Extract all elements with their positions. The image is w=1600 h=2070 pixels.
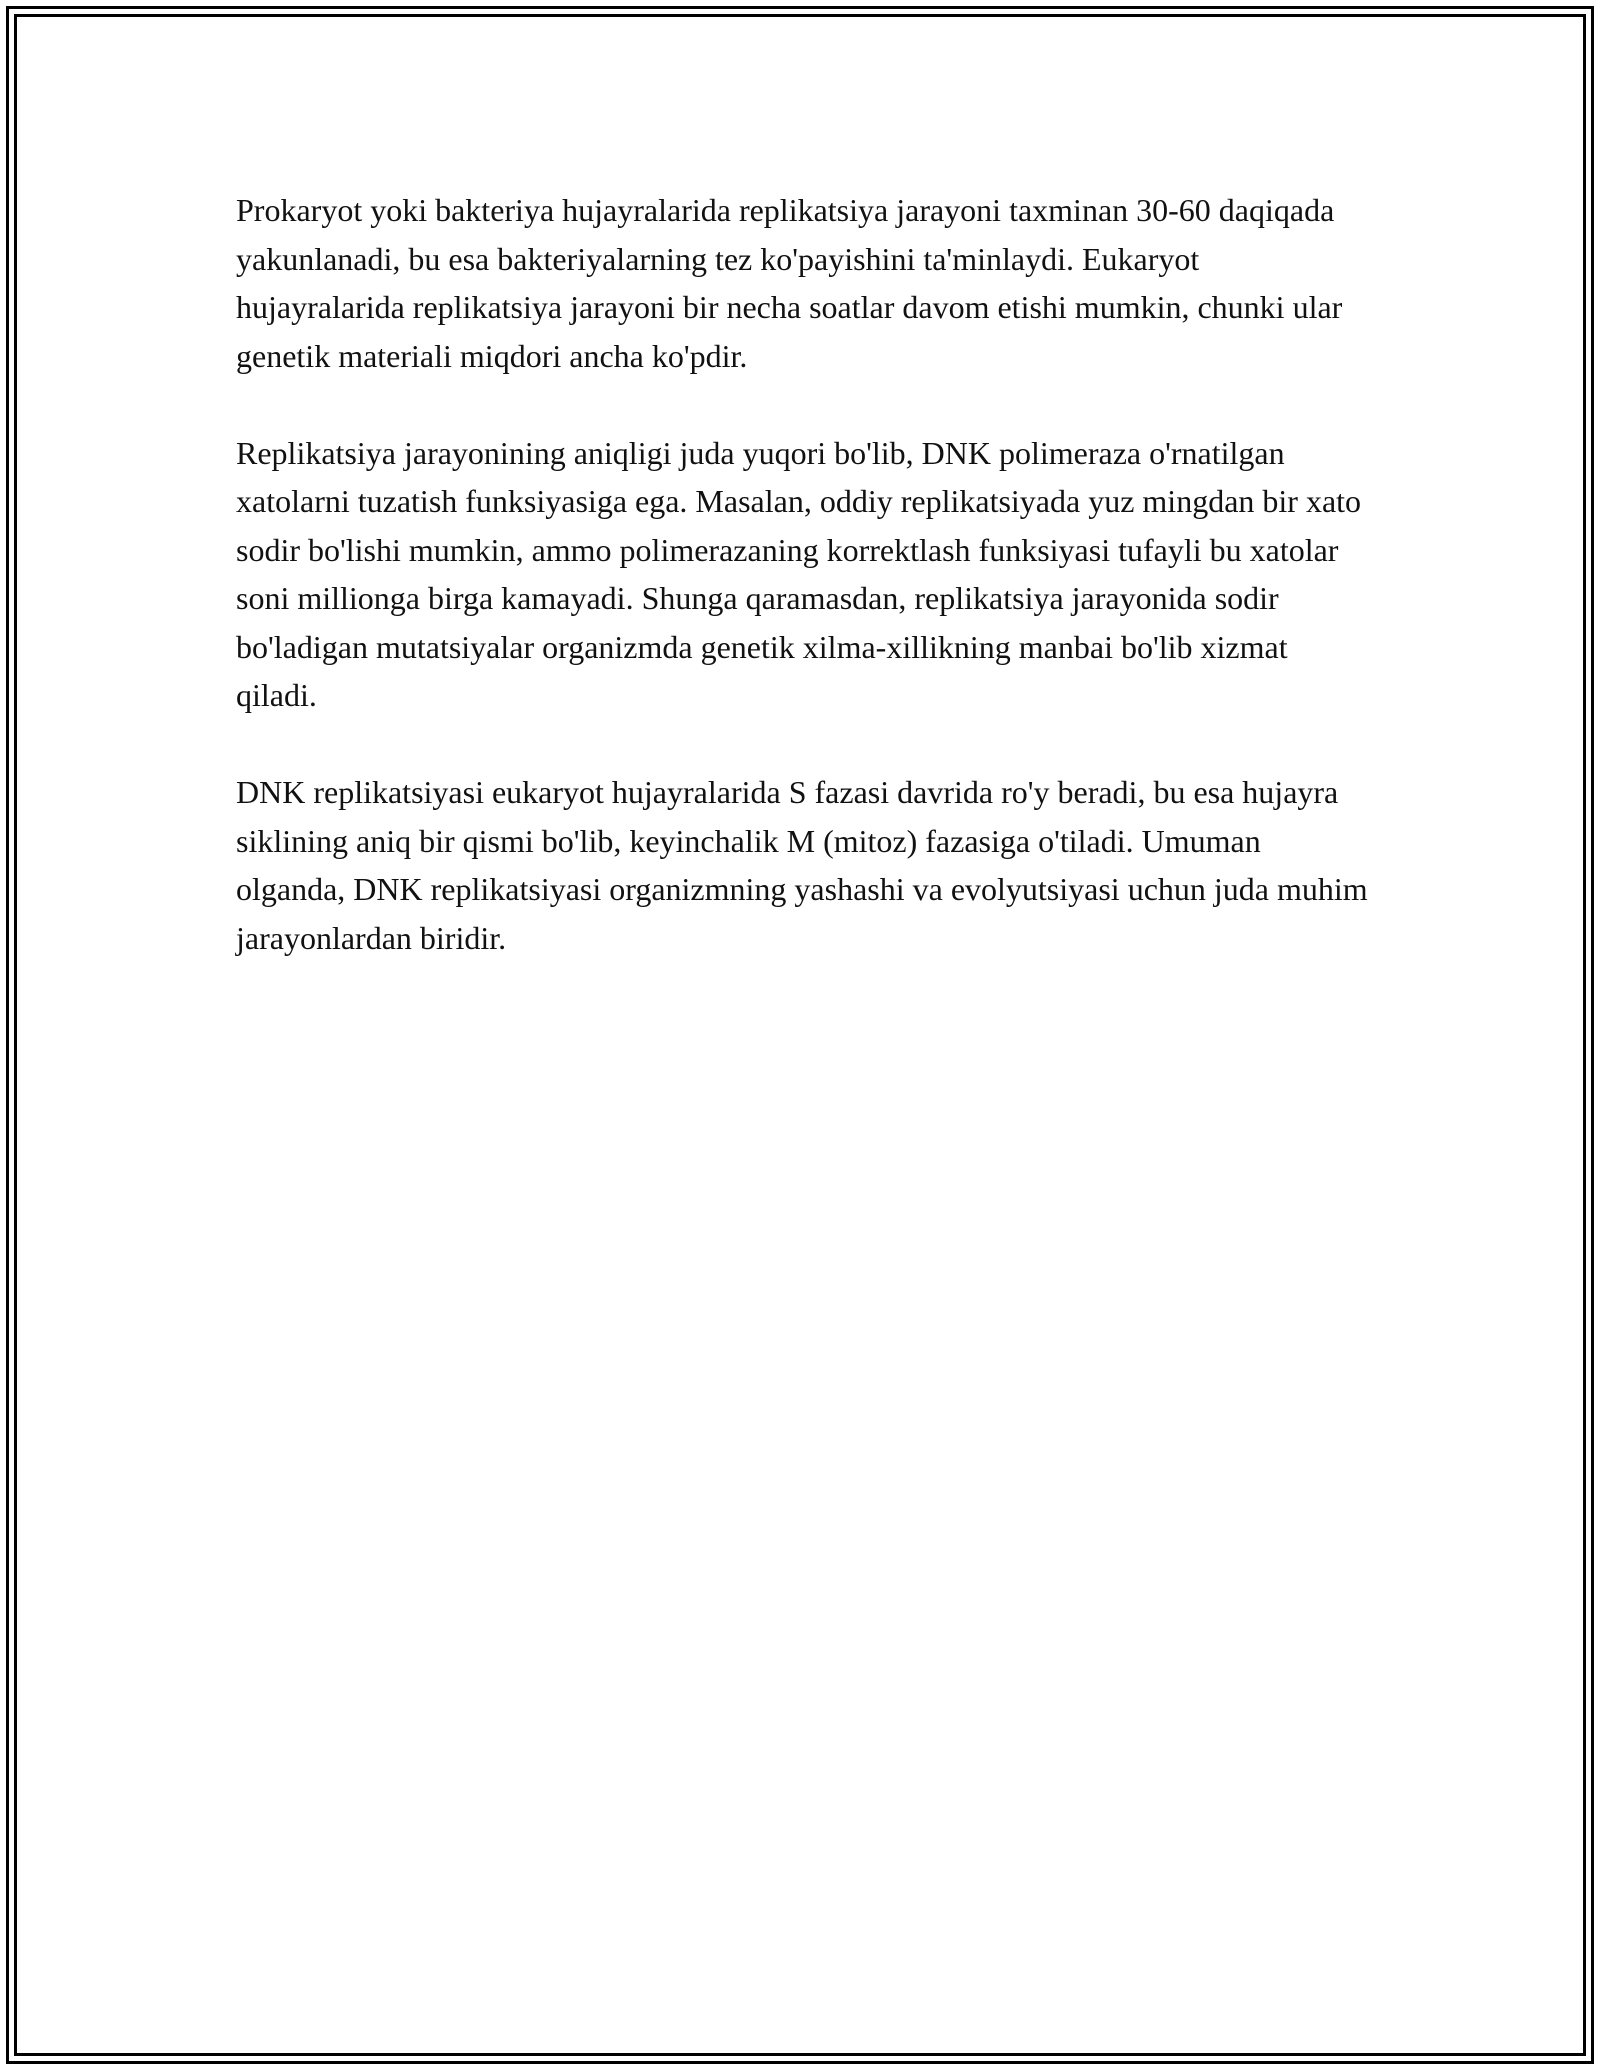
- paragraph-cell-cycle: DNK replikatsiyasi eukaryot hujayralarida S fazasi davrida ro'y beradi, bu esa hujayra siklining aniq bir qismi bo'lib, keyinchalik M (mitoz) fazasiga o'tiladi. Umuman olganda, DNK replikatsiyasi organizmning yashashi va evolyutsiyasi uchun juda muhim jarayonlardan biridir.: [236, 774, 1368, 956]
- paragraph-replication-speed: Prokaryot yoki bakteriya hujayralarida replikatsiya jarayoni taxminan 30-60 daqiqada yakunlanadi, bu esa bakteriyalarning tez ko'payishini ta'minlaydi. Eukaryot hujayralarida replikatsiya jarayoni bir necha soatlar davom etishi mumkin, chunki ular genetik materiali miqdori ancha ko'pdir.: [236, 192, 1343, 374]
- paragraph-replication-accuracy: Replikatsiya jarayonining aniqligi juda yuqori bo'lib, DNK polimeraza o'rnatilgan xatolarni tuzatish funksiyasiga ega. Masalan, oddiy replikatsiyada yuz mingdan bir xato sodir bo'lishi mumkin, ammo polimerazaning korrektlash funksiyasi tufayli bu xatolar soni millionga birga kamayadi. Shunga qaramasdan, replikatsiya jarayonida sodir bo'ladigan mutatsiyalar organizmda genetik xilma-xillikning manbai bo'lib xizmat qiladi.: [236, 434, 1362, 713]
- document-body: [236, 186, 1376, 1011]
